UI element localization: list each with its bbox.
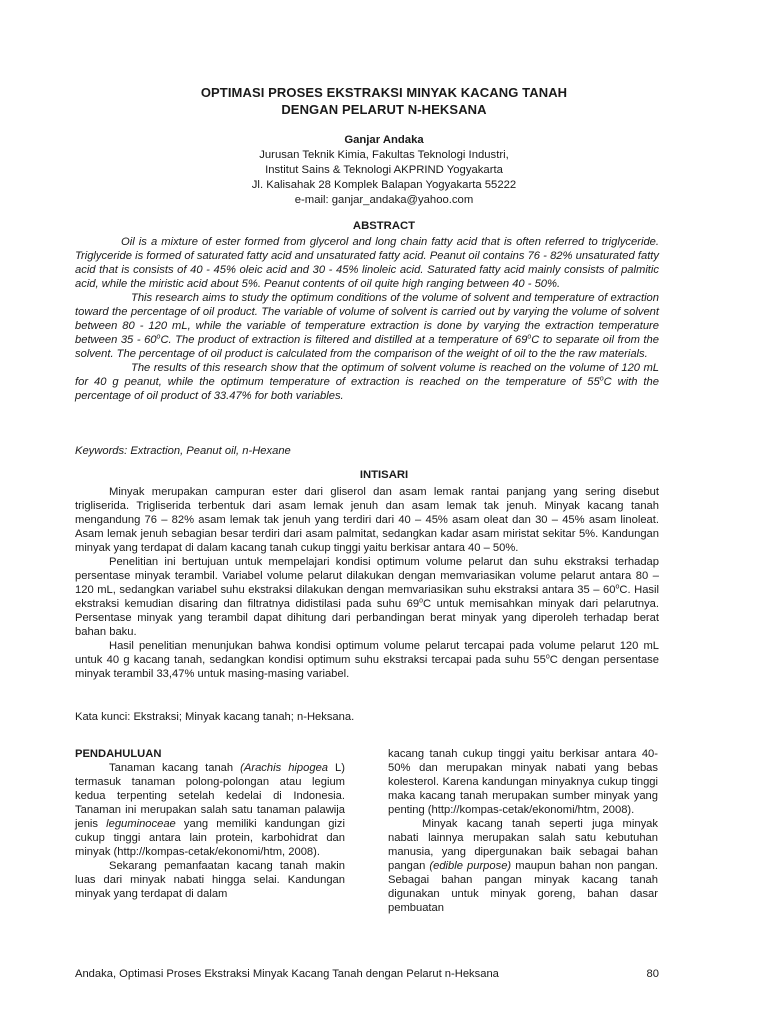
intisari-paragraph-2: Penelitian ini bertujuan untuk mempelajari kondisi optimum volume pelarut dan suhu ekstraksi terhadap persentase minyak terambil. Variabel volume pelarut dilakukan dengan memvariasikan volume pelarut antara 80 – 120 mL, sedangkan variabel suhu ekstraksi dilakukan dengan memvariasikan suhu ekstraksi antara 35 – 60$^o$C. Hasil ekstraksi kemudian disaring dan filtratnya didistilasi pada suhu 69$^o$C untuk memisahkan minyak dari pelarutnya. Persentase minyak yang terambil dapat dihitung dari perbandingan berat minyak yang diperoleh terhadap berat bahan baku. xyxy=(75,556,660,638)
author-affiliation-2: Institut Sains & Teknologi AKPRIND Yogyakarta xyxy=(265,164,503,176)
abstract-paragraph-1: Oil is a mixture of ester formed from glycerol and long chain fatty acid that is often referred to triglyceride. Triglyceride is formed of saturated fatty acid and unsaturated fatty acid. Peanut oil contains 76 - 82% unsaturated fatty acid that is consists of 40 - 45% oleic acid and 30 - 45% linoleic acid. Saturated fatty acid mainly consists of palmitic acid, while the miristic acid about 5%. Peanut contents of oil quite high ranging between 40 - 50%. xyxy=(75,236,659,290)
abstract-paragraph-3: The results of this research show that the optimum of solvent volume is reached on the volume of 120 mL for 40 g peanut, while the optimum temperature of extraction is reached on the temperature of 55$^o$C with the percentage of oil product of 33.47% for both variables. xyxy=(75,362,659,402)
left-paragraph-1: Tanaman kacang tanah (Arachis hipogea L) termasuk tanaman polong-polongan atau legium kedua terpenting setelah kedelai di Indonesia. Tanaman ini merupakan salah satu tanaman palawija jenis leguminoceae yang memiliki kandungan gizi cukup tinggi antara lain protein, karbohidrat dan minyak (http://kompas-cetak/ekonomi/htm, 2008). xyxy=(75,762,345,858)
author-affiliation-1: Jurusan Teknik Kimia, Fakultas Teknologi Industri, xyxy=(259,149,509,161)
page-footer xyxy=(75,967,659,981)
footer-citation: Andaka, Optimasi Proses Ekstraksi Minyak Kacang Tanah dengan Pelarut n-Heksana xyxy=(75,968,499,980)
title-line-2: DENGAN PELARUT N-HEKSANA xyxy=(281,102,487,117)
intisari-heading: INTISARI xyxy=(359,469,409,481)
title-line-1: OPTIMASI PROSES EKSTRAKSI MINYAK KACANG TANAH xyxy=(200,85,568,100)
paper-title xyxy=(0,84,768,118)
kata-kunci: Kata kunci: Ekstraksi; Minyak kacang tanah; n-Heksana. xyxy=(75,711,355,723)
intisari-paragraph-1: Minyak merupakan campuran ester dari gliserol dan asam lemak rantai panjang yang sering disebut trigliserida. Trigliserida terbentuk dari asam lemak jenuh dan asam lemak tak jenuh. Minyak kacang tanah mengandung 76 – 82% asam lemak tak jenuh yang terdiri dari 40 – 45% asam oleat dan 30 – 45% asam linoleat. Asam lemak jenuh sebagian besar terdiri dari asam palmitat, sedangkan kadar asam miristat sekitar 5%. Kandungan minyak yang terdapat di dalam kacang tanah cukup tinggi yaitu berkisar antara 40 – 50%. xyxy=(75,486,659,554)
left-paragraph-2: Sekarang pemanfaatan kacang tanah makin luas dari minyak nabati hingga selai. Kandungan minyak yang terdapat di dalam xyxy=(75,860,345,900)
section-heading-pendahuluan: PENDAHULUAN xyxy=(75,748,162,760)
right-paragraph-1: kacang tanah cukup tinggi yaitu berkisar antara 40-50% dan merupakan minyak nabati yang bebas kolesterol. Karena kandungan minyaknya cukup tinggi maka kacang tanah merupakan sumber minyak yang penting (http://kompas-cetak/ekonomi/htm, 2008). xyxy=(388,748,658,816)
body-column-left xyxy=(75,747,345,901)
abstract-paragraph-2: This research aims to study the optimum conditions of the volume of solvent and temperature of extraction toward the percentage of oil product. The variable of volume of solvent is carried out by varying the volume of solvent between 80 - 120 mL, while the variable of temperature extraction is done by varying the extraction temperature between 35 - 60$^o$C. The product of extraction is filtered and distilled at a temperature of 69$^o$C to separate oil from the solvent. The percentage of oil product is calculated from the comparison of the weight of oil to the the raw materials. xyxy=(75,292,659,360)
right-paragraph-2: Minyak kacang tanah seperti juga minyak nabati lainnya merupakan salah satu kebutuhan manusia, yang dipergunakan baik sebagai bahan pangan (edible purpose) maupun bahan non pangan. Sebagai bahan pangan minyak kacang tanah digunakan untuk minyak goreng, bahan dasar pembuatan xyxy=(388,818,658,914)
author-address: Jl. Kalisahak 28 Komplek Balapan Yogyakarta 55222 xyxy=(251,179,517,191)
author-name: Ganjar Andaka xyxy=(344,134,424,146)
abstract-body xyxy=(75,235,659,403)
body-column-right xyxy=(388,747,658,915)
intisari-body xyxy=(75,485,659,681)
abstract-heading: ABSTRACT xyxy=(352,220,416,232)
author-email: e-mail: ganjar_andaka@yahoo.com xyxy=(294,194,474,206)
page-number: 80 xyxy=(646,968,659,980)
keywords: Keywords: Extraction, Peanut oil, n-Hexane xyxy=(75,445,291,457)
intisari-paragraph-3: Hasil penelitian menunjukan bahwa kondisi optimum volume pelarut tercapai pada volume pelarut 120 mL untuk 40 g kacang tanah, sedangkan kondisi optimum suhu ekstraksi tercapai pada suhu 55$^o$C dengan persentase minyak terambil 33,47% untuk masing-masing variabel. xyxy=(75,640,659,680)
author-block xyxy=(0,133,768,208)
